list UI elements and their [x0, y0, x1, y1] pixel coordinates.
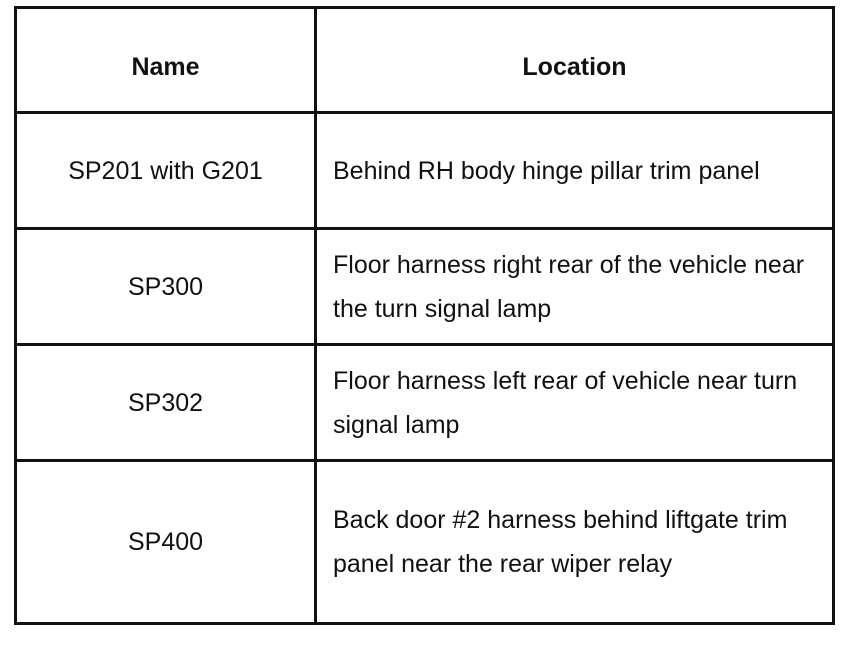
cell-location: Floor harness right rear of the vehicle near the turn signal lamp — [316, 229, 834, 345]
table-row — [16, 461, 834, 624]
cell-location: Behind RH body hinge pillar trim panel — [316, 113, 834, 229]
column-header-location: Location — [316, 8, 834, 113]
cell-location: Floor harness left rear of vehicle near turn signal lamp — [316, 345, 834, 461]
cell-name: SP201 with G201 — [16, 113, 316, 229]
table-row — [16, 229, 834, 345]
table-row — [16, 113, 834, 229]
cell-location: Back door #2 harness behind liftgate trim panel near the rear wiper relay — [316, 461, 834, 624]
column-header-name: Name — [16, 8, 316, 113]
cell-name: SP400 — [16, 461, 316, 624]
splice-location-table — [14, 6, 835, 625]
cell-name: SP300 — [16, 229, 316, 345]
table-row — [16, 345, 834, 461]
table-header-row — [16, 8, 834, 113]
cell-name: SP302 — [16, 345, 316, 461]
